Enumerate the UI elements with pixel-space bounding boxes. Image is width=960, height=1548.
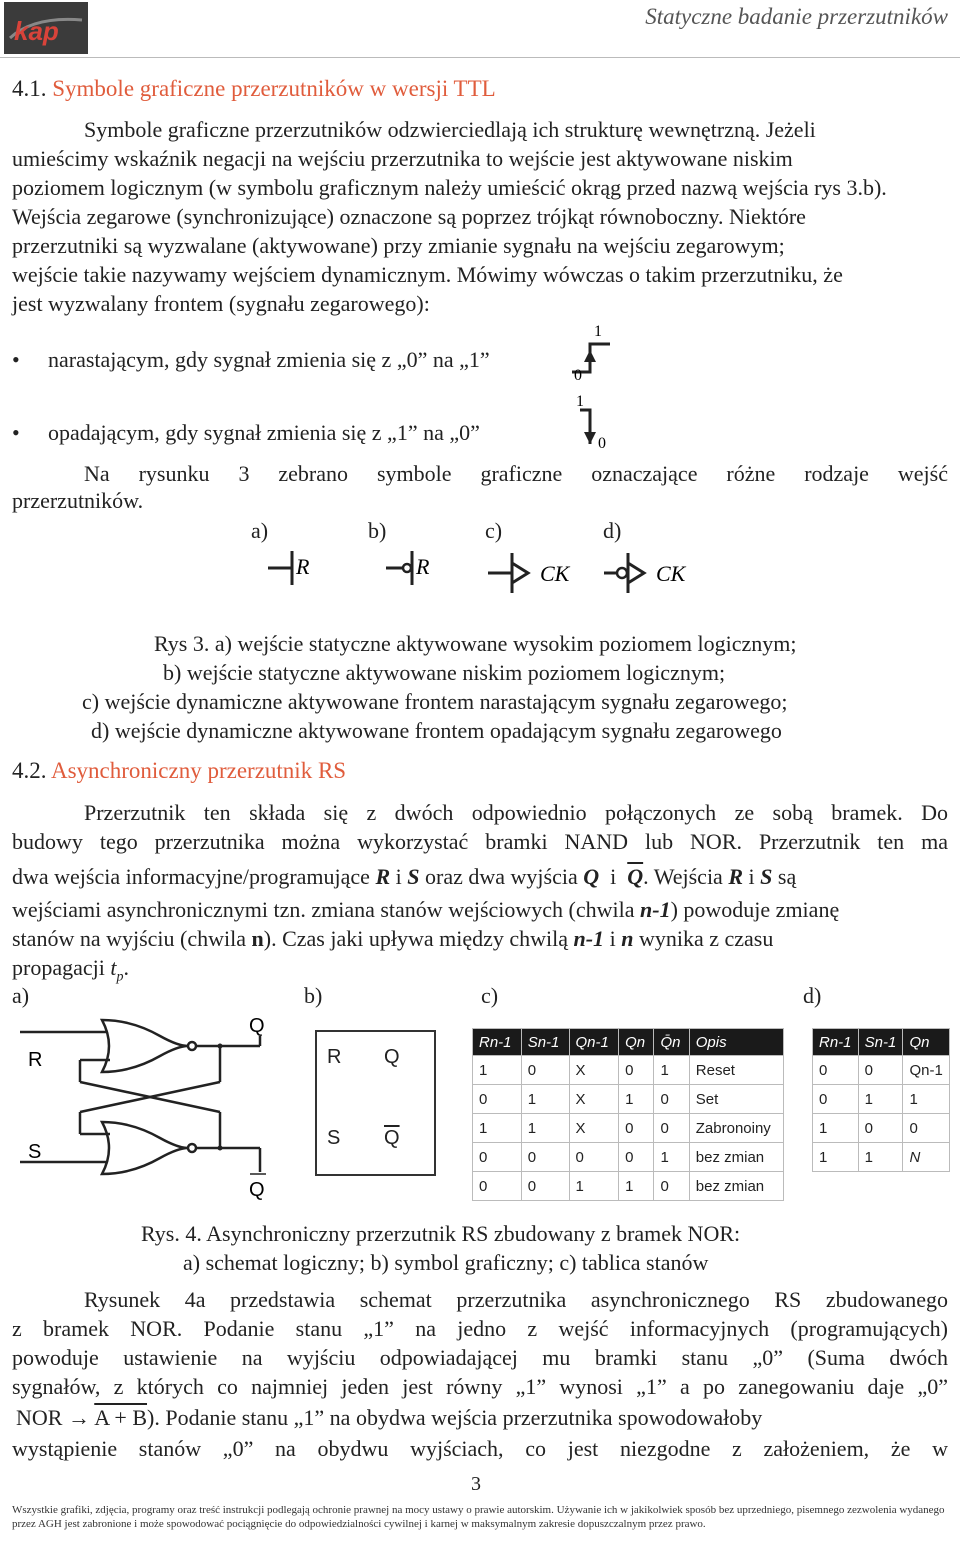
static-low-input-symbol — [386, 551, 430, 585]
figure-3-caption-line: b) wejście statyczne aktywowane niskim poziomem logicznym; — [163, 660, 726, 685]
svg-text:R: R — [416, 554, 430, 579]
falling-edge-low-label: 0 — [598, 435, 606, 452]
symbol-label-q: Q — [384, 1046, 400, 1068]
paragraph-line: budowy tego przerzutnika można wykorzystać bramki NAND lub NOR. Przerzutnik ten ma — [12, 829, 948, 854]
paragraph-line: jest wyzwalany frontem (sygnału zegarowego): — [12, 291, 430, 316]
table-row: 1 0 X 0 1 Reset — [473, 1056, 784, 1085]
table-header: Q̄n — [654, 1029, 689, 1056]
paragraph-line: przerzutników. — [12, 488, 144, 513]
falling-edge-high-label: 1 — [576, 393, 584, 410]
paragraph-line: propagacji $t_p$. — [12, 955, 129, 985]
paragraph-line: Na rysunku 3 zebrano symbole graficzne oznaczające różne rodzaje wejść — [84, 461, 948, 486]
table-row: 0 1 X 1 0 Set — [473, 1085, 784, 1114]
rising-edge-high-label: 1 — [594, 323, 602, 340]
table-header: Qn-1 — [569, 1029, 619, 1056]
rising-edge-arrow — [584, 350, 596, 362]
state-table-d — [812, 1028, 950, 1172]
table-header: Qn — [619, 1029, 654, 1056]
nor-formula-line: NOR → A + B). Podanie stanu „1” na obydwa wejścia przerzutnika spowodowałoby — [16, 1405, 763, 1430]
paragraph-line: Wejścia zegarowe (synchronizujące) oznaczone są poprzez trójkąt równoboczny. Niektóre — [12, 204, 806, 229]
logo — [4, 2, 88, 54]
static-high-input-symbol — [268, 551, 310, 585]
falling-edge-clock-input-symbol — [604, 553, 687, 593]
table-row: 1 1 N — [813, 1143, 950, 1172]
table-header: Rn-1 — [473, 1029, 522, 1056]
bullet-dot: • — [12, 347, 20, 372]
fig3-label-a: a) — [251, 518, 269, 543]
schematic-label-r: R — [28, 1049, 43, 1071]
section-heading-4-2: 4.2. Asynchroniczny przerzutnik RS — [12, 758, 347, 783]
bullet-dot: • — [12, 420, 20, 445]
paragraph-line: Symbole graficzne przerzutników odzwierciedlają ich strukturę wewnętrzną. Jeżeli — [84, 117, 816, 142]
paragraph-line: umieścimy wskaźnik negacji na wejściu przerzutnika to wejście jest aktywowane niskim — [12, 146, 793, 171]
table-header: Sn-1 — [521, 1029, 569, 1056]
figure-3-caption-line: Rys 3. a) wejście statyczne aktywowane wysokim poziomem logicznym; — [154, 631, 797, 656]
figure-4-caption-line: a) schemat logiczny; b) symbol graficzny; c) tablica stanów — [183, 1250, 709, 1275]
table-row: 0 0 0 0 1 bez zmian — [473, 1143, 784, 1172]
fig4-label-b: b) — [304, 983, 323, 1008]
header-divider — [0, 57, 960, 58]
symbol-label-s: S — [327, 1127, 341, 1149]
page-header-title: Statyczne badanie przerzutników — [645, 4, 948, 29]
paragraph-line: wejście takie nazywamy wejściem dynamicznym. Mówimy wówczas o takim przerzutniku, że — [12, 262, 843, 287]
schematic-label-q: Q — [249, 1015, 265, 1037]
logo-text: kap — [14, 16, 59, 46]
fig4-label-d: d) — [803, 983, 822, 1008]
fig3-label-c: c) — [485, 518, 503, 543]
copyright-footer: Wszystkie grafiki, zdjęcia, programy oraz treść instrukcji podlegają ochronie prawnej na mocy ustawy o prawie autorskim. Używanie ich w jakikolwiek sposób bez uprzedniego, pisemnego zezwolenia wydanego przez AGH jest zabronione i może spowodować pociągnięcie do odpowiedzialności cywilnej i karnej w maksymalnym zakresie dopuszczalnym przez prawo. — [12, 1504, 945, 1530]
figure-3-caption-line: d) wejście dynamiczne aktywowane frontem opadającym sygnału zegarowego — [91, 718, 782, 743]
fig4-label-a: a) — [12, 983, 30, 1008]
bullet-falling-edge: opadającym, gdy sygnał zmienia się z „1” na „0” — [48, 420, 480, 445]
state-table-c — [472, 1028, 784, 1201]
paragraph-line: stanów na wyjściu (chwila n). Czas jaki upływa między chwilą n-1 i n wynika z czasu — [12, 926, 774, 951]
falling-edge-arrow — [584, 432, 596, 444]
rs-nor-schematic — [20, 1012, 290, 1217]
paragraph-line: wejściami asynchronicznymi tzn. zmiana stanów wejściowych (chwila n-1) powoduje zmianę — [12, 897, 840, 922]
paragraph-line: Przerzutnik ten składa się z dwóch odpowiednio połączonych ze sobą bramek. Do — [84, 800, 948, 825]
schematic-label-s: S — [28, 1141, 42, 1163]
table-header: Rn-1 — [813, 1029, 859, 1056]
table-header-row — [473, 1029, 784, 1056]
paragraph-line: powoduje ustawienie na wyjściu odpowiadającej mu bramki stanu „0” (Suma dwóch — [12, 1345, 948, 1370]
table-row: 1 0 0 — [813, 1114, 950, 1143]
table-header: Qn — [903, 1029, 950, 1056]
nor-gate-top — [102, 1020, 188, 1072]
bullet-rising-edge: narastającym, gdy sygnał zmienia się z „0” na „1” — [48, 347, 490, 372]
figure-3-caption-line: c) wejście dynamiczne aktywowane frontem narastającym sygnału zegarowego; — [82, 689, 788, 714]
edge-waveforms — [560, 316, 620, 456]
paragraph-line-rs-inputs: dwa wejścia informacyjne/programujące R i S oraz dwa wyjścia Q i $\overline{Q}$. Wejścia R i S są — [12, 864, 797, 889]
svg-text:CK: CK — [540, 561, 570, 586]
figure-4-caption-line: Rys. 4. Asynchroniczny przerzutnik RS zbudowany z bramek NOR: — [141, 1221, 741, 1246]
fig3-input-symbols — [260, 545, 700, 600]
paragraph-line: sygnałów, z których co najmniej jeden jest równy „1” wynosi „1” a po zanegowaniu daje „0” — [12, 1374, 948, 1399]
nor-gate-bottom — [102, 1122, 188, 1174]
fig4-label-c: c) — [481, 983, 499, 1008]
table-header-row — [813, 1029, 950, 1056]
section-heading-4-1: 4.1. Symbole graficzne przerzutników w wersji TTL — [12, 76, 496, 101]
table-header: Sn-1 — [858, 1029, 903, 1056]
paragraph-line: poziomem logicznym (w symbolu graficznym należy umieścić okrąg przed nazwą wejścia rys 3.b). — [12, 175, 887, 200]
paragraph-line: wystąpienie stanów „0” na obydwu wyjściach, co jest niezgodne z założeniem, że w — [12, 1436, 948, 1461]
page-number: 3 — [471, 1473, 481, 1495]
rising-edge-clock-input-symbol — [488, 553, 571, 593]
paragraph-line: przerzutniki są wyzwalane (aktywowane) przy zmianie sygnału na wejściu zegarowym; — [12, 233, 785, 258]
table-row: 0 0 1 1 0 bez zmian — [473, 1172, 784, 1201]
svg-text:R: R — [296, 554, 310, 579]
schematic-label-qbar: Q — [249, 1179, 265, 1201]
paragraph-line: z bramek NOR. Podanie stanu „1” na jedno z wejść informacyjnych (programujących) — [12, 1316, 948, 1341]
rising-edge-low-label: 0 — [574, 367, 582, 384]
table-row: 1 1 X 0 0 Zabronoiny — [473, 1114, 784, 1143]
symbol-label-r: R — [327, 1046, 342, 1068]
fig3-label-b: b) — [368, 518, 387, 543]
paragraph-line: Rysunek 4a przedstawia schemat przerzutnika asynchronicznego RS zbudowanego — [84, 1287, 948, 1312]
fig3-label-d: d) — [603, 518, 622, 543]
table-header: Opis — [689, 1029, 783, 1056]
svg-text:CK: CK — [656, 561, 686, 586]
table-row: 0 1 1 — [813, 1085, 950, 1114]
symbol-label-qbar: $\overline{Q}$ — [384, 1127, 400, 1149]
table-row: 0 0 Qn-1 — [813, 1056, 950, 1085]
